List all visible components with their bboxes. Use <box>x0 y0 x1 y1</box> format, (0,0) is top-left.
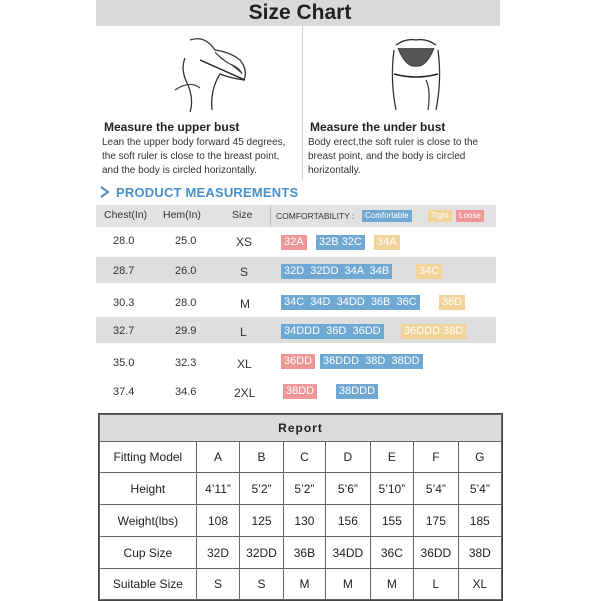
table-row <box>100 442 502 473</box>
hem-value: 32.3 <box>175 357 197 369</box>
report-cell: S <box>196 569 239 600</box>
hem-header: Hem(In) <box>163 209 201 221</box>
report-cell: 108 <box>196 505 239 537</box>
page-title: Size Chart <box>248 1 352 24</box>
chest-header: Chest(In) <box>104 209 148 221</box>
upper-bust-text: Lean the upper body forward 45 degrees, the soft ruler is close to the breast point, and the body is circled horizontally. <box>102 137 286 176</box>
table-row <box>100 505 502 537</box>
chevron-right-icon <box>100 186 110 198</box>
report-cell: Cup Size <box>100 537 197 569</box>
tag-tight: 34C <box>416 264 442 279</box>
tag-comfortable: 38DDD <box>336 384 378 399</box>
under-bust-heading: Measure the under bust <box>310 120 446 134</box>
legend-comfortable: Comfortable <box>362 210 412 222</box>
report-cell: 34DD <box>326 537 371 569</box>
report-cell: 4’11” <box>196 473 239 505</box>
under-bust-panel <box>306 26 504 180</box>
report-cell: M <box>370 569 413 600</box>
report-title: Report <box>100 415 502 442</box>
tag-comfortable: 32B 32C <box>316 235 365 250</box>
report-cell: 36C <box>370 537 413 569</box>
report-cell: 32DD <box>240 537 284 569</box>
tag-loose: 32A <box>281 235 307 250</box>
report-cell: 5’10” <box>370 473 413 505</box>
report-cell: F <box>414 442 459 473</box>
chest-value: 35.0 <box>113 357 135 369</box>
size-header: Size <box>232 209 253 221</box>
report-cell: Height <box>100 473 197 505</box>
report-cell: 5’6” <box>326 473 371 505</box>
size-value: S <box>240 265 249 279</box>
report-cell: M <box>283 569 325 600</box>
size-value: M <box>240 297 250 311</box>
tag-loose: 36DD <box>281 354 315 369</box>
chest-value: 32.7 <box>113 325 135 337</box>
report-cell: XL <box>458 569 501 600</box>
report-cell: 156 <box>326 505 371 537</box>
chest-value: 37.4 <box>113 386 135 398</box>
size-value: L <box>240 325 247 339</box>
report-cell: Weight(lbs) <box>100 505 197 537</box>
comfort-header: COMFORTABILITY : <box>276 211 355 221</box>
report-cell: S <box>240 569 284 600</box>
tag-tight: 34A <box>374 235 400 250</box>
under-bust-text: Body erect,the soft ruler is close to the breast point, and the body is circled horizontally. <box>308 137 479 176</box>
size-value: XS <box>236 235 253 249</box>
legend-loose: Loose <box>456 210 484 222</box>
report-cell: E <box>370 442 413 473</box>
size-value: XL <box>237 357 252 371</box>
legend-tight: Tight <box>428 210 452 222</box>
table-row <box>100 537 502 569</box>
report-cell: G <box>458 442 501 473</box>
report-cell: 130 <box>283 505 325 537</box>
report-cell: 155 <box>370 505 413 537</box>
hem-value: 26.0 <box>175 265 197 277</box>
report-cell: 5’2” <box>240 473 284 505</box>
under-bust-figure-icon <box>366 30 466 114</box>
report-cell: M <box>326 569 371 600</box>
upper-bust-figure-icon <box>160 30 260 114</box>
hem-value: 29.9 <box>175 325 197 337</box>
report-cell: Fitting Model <box>100 442 197 473</box>
hem-value: 34.6 <box>175 386 197 398</box>
report-cell: 185 <box>458 505 501 537</box>
tag-tight: 36D <box>439 295 465 310</box>
upper-bust-heading: Measure the upper bust <box>104 120 240 134</box>
report-cell: 5’2” <box>283 473 325 505</box>
report-cell: 5’4” <box>414 473 459 505</box>
tag-tight: 36DDD 38D <box>401 324 466 339</box>
product-measurements-title: PRODUCT MEASUREMENTS <box>116 185 299 200</box>
report-cell: 5’4” <box>458 473 501 505</box>
report-cell: 36DD <box>414 537 459 569</box>
report-cell: 125 <box>240 505 284 537</box>
report-cell: 38D <box>458 537 501 569</box>
tag-comfortable: 32D 32DD 34A 34B <box>281 264 392 279</box>
tag-comfortable: 34C 34D 34DD 36B 36C <box>281 295 420 310</box>
report-cell: 36B <box>283 537 325 569</box>
chest-value: 28.0 <box>113 235 135 247</box>
hem-value: 28.0 <box>175 297 197 309</box>
table-row <box>100 569 502 600</box>
report-cell: L <box>414 569 459 600</box>
report-cell: Suitable Size <box>100 569 197 600</box>
panel-divider <box>302 26 303 180</box>
hem-value: 25.0 <box>175 235 197 247</box>
tag-comfortable: 36DDD 38D 38DD <box>320 354 423 369</box>
size-value: 2XL <box>234 386 256 400</box>
report-cell: B <box>240 442 284 473</box>
report-cell: 32D <box>196 537 239 569</box>
table-row <box>100 473 502 505</box>
tag-loose: 38DD <box>283 384 317 399</box>
chest-value: 28.7 <box>113 265 135 277</box>
report-cell: A <box>196 442 239 473</box>
chest-value: 30.3 <box>113 297 135 309</box>
report-cell: D <box>326 442 371 473</box>
report-table <box>98 413 503 601</box>
report-cell: C <box>283 442 325 473</box>
upper-bust-panel <box>100 26 298 180</box>
tag-comfortable: 34DDD 36D 36DD <box>281 324 384 339</box>
report-cell: 175 <box>414 505 459 537</box>
